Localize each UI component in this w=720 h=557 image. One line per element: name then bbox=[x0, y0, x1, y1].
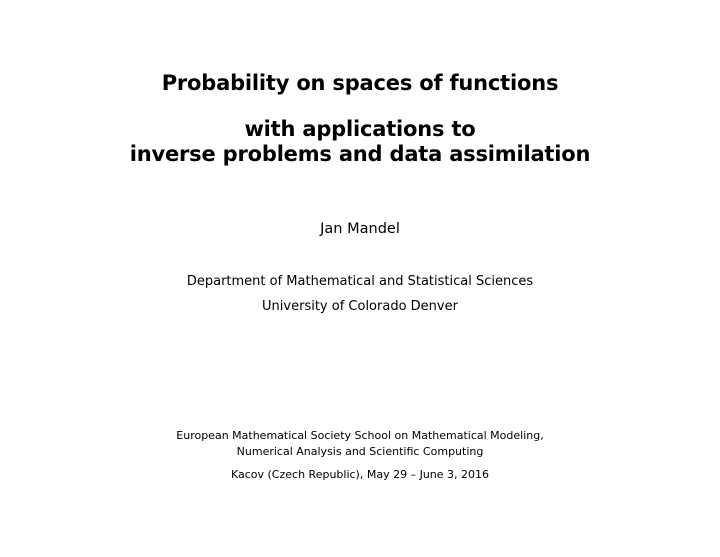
affiliation-department: Department of Mathematical and Statistical Sciences bbox=[186, 274, 534, 289]
presentation-title: Probability on spaces of functions bbox=[161, 71, 559, 95]
event-location-date: Kacov (Czech Republic), May 29 – June 3, 2016 bbox=[230, 468, 490, 481]
affiliation-university: University of Colorado Denver bbox=[262, 299, 458, 314]
subtitle-line-2: inverse problems and data assimilation bbox=[129, 142, 591, 166]
event-name-line-2: Numerical Analysis and Scientific Computing bbox=[236, 445, 484, 458]
event-name-line-1: European Mathematical Society School on Mathematical Modeling, bbox=[176, 429, 544, 442]
subtitle-line-1: with applications to bbox=[244, 117, 476, 141]
author-name: Jan Mandel bbox=[320, 221, 400, 237]
